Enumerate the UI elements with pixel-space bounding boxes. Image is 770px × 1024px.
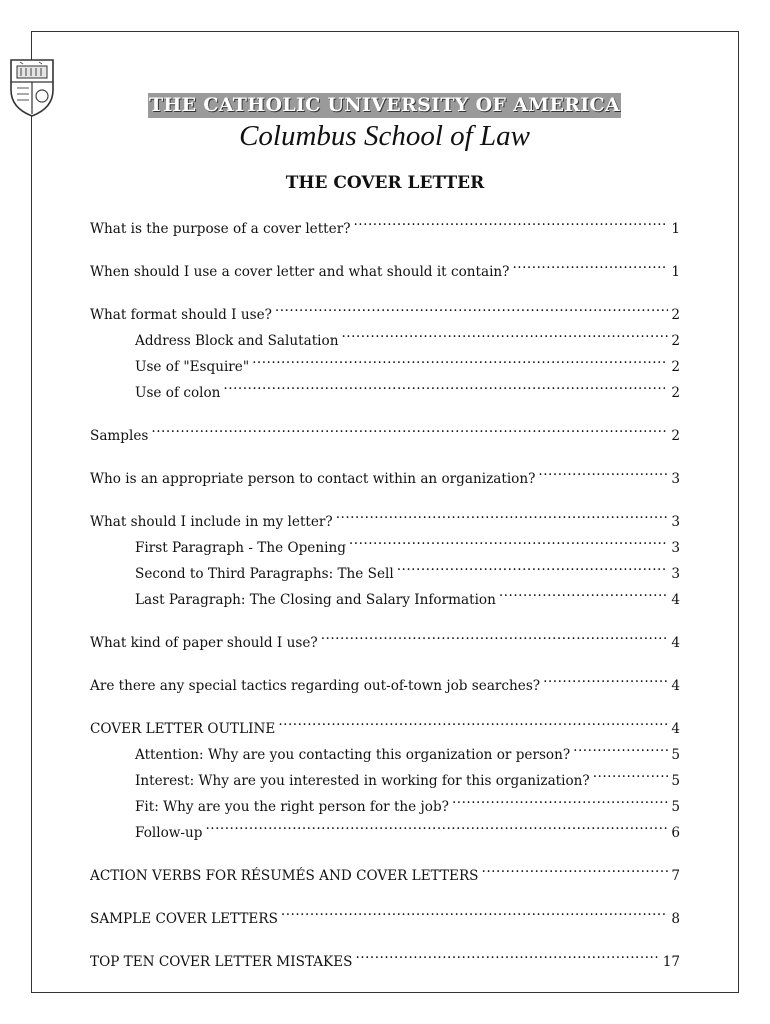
toc-entry xyxy=(90,213,680,239)
toc-dot-leader xyxy=(223,377,668,397)
toc-entry xyxy=(90,627,680,653)
toc-dot-leader xyxy=(482,860,669,880)
toc-page-number: 8 xyxy=(671,910,680,927)
toc-entry-label: Use of colon xyxy=(135,384,221,401)
toc-group xyxy=(90,903,680,929)
toc-subentry xyxy=(90,377,680,403)
toc-dot-leader xyxy=(512,256,668,276)
toc-entry-label: Last Paragraph: The Closing and Salary Information xyxy=(135,591,496,608)
toc-dot-leader xyxy=(278,713,668,733)
toc-dot-leader xyxy=(499,584,668,604)
toc-subentry xyxy=(90,558,680,584)
university-crest-icon xyxy=(9,58,55,118)
toc-dot-leader xyxy=(573,739,668,759)
toc-entry-label: Second to Third Paragraphs: The Sell xyxy=(135,565,394,582)
toc-page-number: 3 xyxy=(671,565,680,582)
document-title: THE COVER LETTER xyxy=(285,173,485,193)
toc-entry-label: Samples xyxy=(90,427,149,444)
toc-entry xyxy=(90,713,680,739)
toc-dot-leader xyxy=(355,946,659,966)
toc-group xyxy=(90,299,680,403)
toc-entry-label: Who is an appropriate person to contact within an organization? xyxy=(90,470,536,487)
toc-subentry xyxy=(90,584,680,610)
toc-dot-leader xyxy=(321,627,669,647)
toc-page-number: 3 xyxy=(671,470,680,487)
toc-page-number: 1 xyxy=(671,263,680,280)
toc-subentry xyxy=(90,791,680,817)
toc-dot-leader xyxy=(543,670,668,690)
toc-group xyxy=(90,670,680,696)
toc-entry xyxy=(90,506,680,532)
toc-entry xyxy=(90,860,680,886)
toc-subentry xyxy=(90,765,680,791)
toc-page-number: 4 xyxy=(671,591,680,608)
toc-group xyxy=(90,627,680,653)
toc-dot-leader xyxy=(452,791,668,811)
toc-entry-label: Are there any special tactics regarding out-of-town job searches? xyxy=(90,677,541,694)
toc-entry-label: What kind of paper should I use? xyxy=(90,634,318,651)
toc-entry-label: SAMPLE COVER LETTERS xyxy=(90,910,278,927)
toc-subentry xyxy=(90,351,680,377)
law-school-name: Columbus School of Law xyxy=(239,120,530,152)
toc-page-number: 17 xyxy=(662,953,680,970)
toc-entry xyxy=(90,670,680,696)
toc-page-number: 2 xyxy=(671,306,680,323)
toc-dot-leader xyxy=(151,420,668,440)
toc-entry-label: Interest: Why are you interested in working for this organization? xyxy=(135,772,590,789)
toc-entry-label: Address Block and Salutation xyxy=(135,332,339,349)
toc-entry-label: What should I include in my letter? xyxy=(90,513,333,530)
toc-subentry xyxy=(90,739,680,765)
toc-page-number: 2 xyxy=(671,384,680,401)
toc-page-number: 2 xyxy=(671,427,680,444)
toc-entry-label: What format should I use? xyxy=(90,306,272,323)
toc-entry-label: Fit: Why are you the right person for the job? xyxy=(135,798,449,815)
toc-page-number: 2 xyxy=(671,358,680,375)
toc-page-number: 5 xyxy=(671,772,680,789)
toc-group xyxy=(90,860,680,886)
toc-entry xyxy=(90,420,680,446)
toc-entry xyxy=(90,256,680,282)
toc-page-number: 2 xyxy=(671,332,680,349)
toc-subentry xyxy=(90,325,680,351)
toc-page-number: 3 xyxy=(671,513,680,530)
toc-dot-leader xyxy=(252,351,668,371)
toc-page-number: 5 xyxy=(671,746,680,763)
toc-dot-leader xyxy=(336,506,669,526)
toc-page-number: 4 xyxy=(671,720,680,737)
toc-entry xyxy=(90,463,680,489)
toc-page-number: 4 xyxy=(671,634,680,651)
university-name-banner: THE CATHOLIC UNIVERSITY OF AMERICA xyxy=(148,94,621,116)
toc-group xyxy=(90,213,680,239)
toc-entry xyxy=(90,903,680,929)
toc-entry-label: When should I use a cover letter and what should it contain? xyxy=(90,263,510,280)
toc-page-number: 5 xyxy=(671,798,680,815)
toc-subentry xyxy=(90,817,680,843)
toc-dot-leader xyxy=(205,817,668,837)
toc-page-number: 6 xyxy=(671,824,680,841)
table-of-contents xyxy=(90,213,680,989)
toc-entry-label: What is the purpose of a cover letter? xyxy=(90,220,351,237)
toc-group xyxy=(90,946,680,972)
toc-page-number: 1 xyxy=(671,220,680,237)
toc-entry-label: ACTION VERBS FOR RÉSUMÉS AND COVER LETTERS xyxy=(90,867,479,884)
toc-page-number: 3 xyxy=(671,539,680,556)
toc-dot-leader xyxy=(349,532,668,552)
toc-page-number: 7 xyxy=(671,867,680,884)
toc-entry xyxy=(90,946,680,972)
toc-dot-leader xyxy=(341,325,668,345)
toc-subentry xyxy=(90,532,680,558)
toc-entry-label: First Paragraph - The Opening xyxy=(135,539,346,556)
toc-group xyxy=(90,506,680,610)
toc-group xyxy=(90,713,680,843)
toc-entry xyxy=(90,299,680,325)
toc-entry-label: Follow-up xyxy=(135,824,203,841)
toc-dot-leader xyxy=(538,463,668,483)
toc-dot-leader xyxy=(353,213,668,233)
toc-dot-leader xyxy=(281,903,668,923)
toc-group xyxy=(90,463,680,489)
toc-group xyxy=(90,420,680,446)
toc-dot-leader xyxy=(593,765,669,785)
toc-group xyxy=(90,256,680,282)
toc-dot-leader xyxy=(397,558,669,578)
toc-entry-label: COVER LETTER OUTLINE xyxy=(90,720,276,737)
toc-page-number: 4 xyxy=(671,677,680,694)
toc-dot-leader xyxy=(275,299,668,319)
toc-entry-label: Attention: Why are you contacting this organization or person? xyxy=(135,746,571,763)
toc-entry-label: TOP TEN COVER LETTER MISTAKES xyxy=(90,953,353,970)
toc-entry-label: Use of "Esquire" xyxy=(135,358,250,375)
